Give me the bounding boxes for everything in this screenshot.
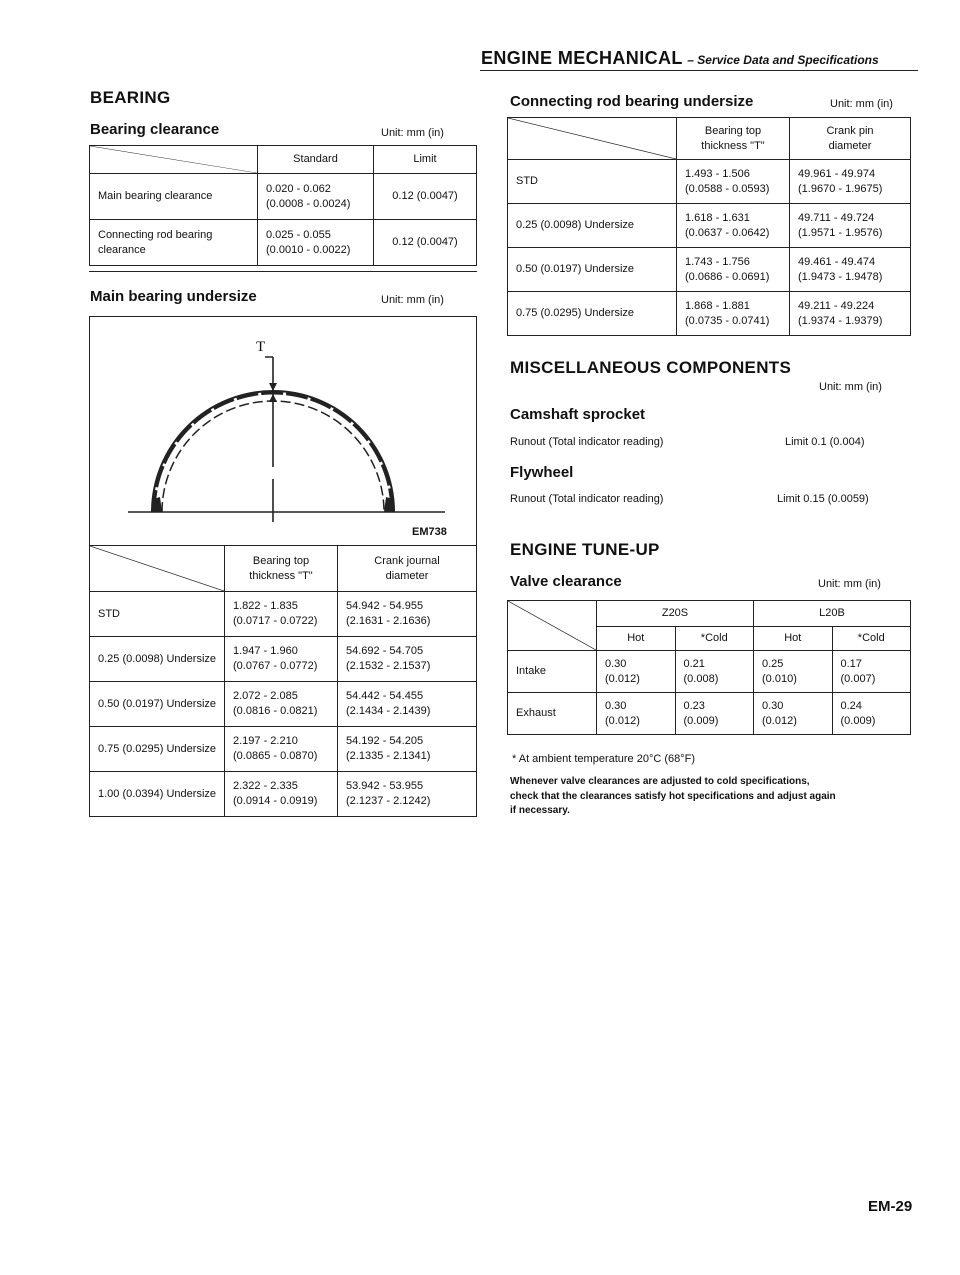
value-mm: 0.30 (762, 699, 784, 712)
clearance-value (597, 693, 676, 735)
conrod-undersize-table (507, 117, 911, 336)
value-in: (2.1532 - 2.1537) (346, 660, 431, 672)
col-diameter (790, 118, 911, 160)
row-label: 0.50 (0.0197) Undersize (508, 248, 677, 292)
diameter-value (338, 592, 477, 637)
header-subtitle: – Service Data and Specifications (687, 53, 879, 67)
diagonal-cell (508, 601, 597, 651)
table-header-row (508, 118, 911, 160)
diameter-value (338, 772, 477, 817)
misc-unit: Unit: mm (in) (819, 381, 882, 393)
value-mm: 54.692 - 54.705 (346, 645, 424, 658)
table-row (90, 637, 477, 682)
value-mm: 54.442 - 54.455 (346, 690, 424, 703)
row-label: Main bearing clearance (90, 174, 258, 220)
col-thickness (225, 546, 338, 592)
row-label: 0.50 (0.0197) Undersize (90, 682, 225, 727)
row-label-line: Connecting rod bearing (98, 228, 213, 241)
diameter-value (790, 204, 911, 248)
value-in: (0.009) (840, 714, 876, 727)
thickness-value (677, 248, 790, 292)
clearance-value (832, 651, 911, 693)
col-header-line: diameter (385, 569, 429, 582)
row-label: 0.25 (0.0098) Undersize (90, 637, 225, 682)
value-in: (1.9473 - 1.9478) (798, 270, 883, 283)
camshaft-title: Camshaft sprocket (510, 406, 646, 423)
clearance-value (675, 651, 754, 693)
value-in: (0.009) (683, 714, 719, 727)
value-mm: 0.25 (762, 657, 784, 670)
value-mm: 53.942 - 53.955 (346, 780, 424, 793)
engine-l20b: L20B (754, 601, 911, 627)
flywheel-label: Runout (Total indicator reading) (510, 493, 664, 505)
note-line: Whenever valve clearances are adjusted to cold specifications, (510, 776, 810, 787)
value-in: (0.0717 - 0.0722) (233, 615, 318, 627)
row-label: STD (508, 160, 677, 204)
bearing-heading: BEARING (90, 88, 171, 107)
standard-value (258, 174, 374, 220)
valve-clearance-unit: Unit: mm (in) (818, 578, 881, 590)
clearance-value (754, 693, 833, 735)
clearance-value (832, 693, 911, 735)
page-header (481, 48, 879, 69)
row-label: 1.00 (0.0394) Undersize (90, 772, 225, 817)
col-header-line: thickness "T" (249, 569, 313, 582)
standard-mm: 0.025 - 0.055 (266, 228, 331, 241)
col-thickness (677, 118, 790, 160)
value-in: (0.007) (840, 672, 876, 685)
limit-value: 0.12 (0.0047) (374, 220, 477, 266)
thickness-value (225, 592, 338, 637)
engine-z20s: Z20S (597, 601, 754, 627)
value-mm: 1.743 - 1.756 (685, 255, 750, 268)
cold-spec-note (510, 775, 910, 819)
col-cold: *Cold (675, 627, 754, 651)
footnote: * At ambient temperature 20°C (68°F) (512, 753, 696, 765)
value-in: (0.010) (762, 672, 797, 685)
camshaft-value: Limit 0.1 (0.004) (785, 436, 865, 448)
row-label: 0.75 (0.0295) Undersize (508, 292, 677, 336)
row-label-line: clearance (98, 243, 146, 256)
conrod-undersize-title: Connecting rod bearing undersize (510, 93, 754, 110)
value-in: (0.0735 - 0.0741) (685, 314, 770, 327)
table-row (90, 772, 477, 817)
diagonal-cell (90, 546, 225, 592)
thickness-value (677, 160, 790, 204)
value-mm: 49.461 - 49.474 (798, 255, 876, 268)
diagonal-cell (508, 118, 677, 160)
col-diameter (338, 546, 477, 592)
col-header-line: Bearing top (704, 124, 762, 137)
thickness-value (225, 772, 338, 817)
row-label: Exhaust (508, 693, 597, 735)
flywheel-title: Flywheel (510, 464, 574, 481)
value-mm: 0.30 (605, 657, 627, 670)
row-label (90, 220, 258, 266)
value-in: (0.0914 - 0.0919) (233, 795, 318, 807)
valve-clearance-table (507, 600, 911, 735)
value-in: (0.008) (683, 672, 719, 685)
standard-in: (0.0010 - 0.0022) (266, 243, 351, 256)
table-header-row (508, 601, 911, 627)
col-header-line: diameter (828, 139, 872, 152)
clearance-value (675, 693, 754, 735)
table-row (508, 204, 911, 248)
diameter-value (790, 248, 911, 292)
value-mm: 54.192 - 54.205 (346, 735, 424, 748)
value-in: (0.012) (605, 672, 640, 685)
flywheel-value: Limit 0.15 (0.0059) (777, 493, 869, 505)
col-header-line: Crank pin (826, 124, 874, 137)
table-header-row (90, 146, 477, 174)
standard-value (258, 220, 374, 266)
thickness-value (225, 637, 338, 682)
table-row (90, 174, 477, 220)
thickness-value (225, 682, 338, 727)
value-in: (2.1434 - 2.1439) (346, 705, 431, 717)
value-mm: 49.211 - 49.224 (798, 299, 875, 312)
clearance-value (754, 651, 833, 693)
main-undersize-table (89, 545, 477, 817)
bearing-clearance-table (89, 145, 477, 266)
col-header-line: Crank journal (374, 554, 440, 567)
thickness-value (225, 727, 338, 772)
col-standard: Standard (258, 146, 374, 174)
value-in: (2.1631 - 2.1636) (346, 615, 431, 627)
col-cold: *Cold (832, 627, 911, 651)
diameter-value (790, 160, 911, 204)
note-line: if necessary. (510, 805, 570, 816)
table-row (508, 651, 911, 693)
valve-clearance-title: Valve clearance (510, 573, 622, 590)
table-row (90, 220, 477, 266)
row-label: 0.75 (0.0295) Undersize (90, 727, 225, 772)
value-mm: 2.072 - 2.085 (233, 690, 298, 703)
value-mm: 1.868 - 1.881 (685, 299, 750, 312)
bearing-shell-diagram (90, 317, 476, 546)
value-in: (1.9670 - 1.9675) (798, 182, 883, 195)
bearing-figure (89, 316, 477, 546)
value-mm: 0.17 (840, 657, 862, 670)
diagonal-cell (90, 146, 258, 174)
value-mm: 0.23 (683, 699, 705, 712)
value-in: (0.0588 - 0.0593) (685, 182, 770, 195)
value-mm: 2.322 - 2.335 (233, 780, 298, 793)
page-number: EM-29 (868, 1198, 913, 1215)
figure-t-label: T (256, 339, 266, 355)
value-mm: 54.942 - 54.955 (346, 600, 424, 613)
table-row (508, 693, 911, 735)
table-row (90, 682, 477, 727)
thickness-value (677, 292, 790, 336)
value-in: (0.0865 - 0.0870) (233, 750, 318, 762)
misc-heading: MISCELLANEOUS COMPONENTS (510, 358, 792, 377)
limit-value: 0.12 (0.0047) (374, 174, 477, 220)
value-in: (0.0767 - 0.0772) (233, 660, 318, 672)
col-header-line: thickness "T" (701, 139, 765, 152)
value-mm: 0.24 (840, 699, 862, 712)
row-label: Intake (508, 651, 597, 693)
value-in: (1.9374 - 1.9379) (798, 314, 883, 327)
value-mm: 0.30 (605, 699, 627, 712)
table-row (508, 292, 911, 336)
main-undersize-unit: Unit: mm (in) (381, 294, 444, 306)
col-header-line: Bearing top (252, 554, 310, 567)
diameter-value (338, 727, 477, 772)
value-in: (2.1237 - 2.1242) (346, 795, 431, 807)
table-row (90, 592, 477, 637)
diameter-value (338, 637, 477, 682)
clearance-value (597, 651, 676, 693)
col-hot: Hot (597, 627, 676, 651)
value-in: (2.1335 - 2.1341) (346, 750, 431, 762)
main-undersize-title: Main bearing undersize (90, 288, 257, 305)
bearing-clearance-title: Bearing clearance (90, 121, 220, 138)
value-mm: 49.711 - 49.724 (798, 211, 875, 224)
header-title: ENGINE MECHANICAL (481, 48, 683, 68)
row-label: STD (90, 592, 225, 637)
header-rule (480, 70, 918, 71)
row-label: 0.25 (0.0098) Undersize (508, 204, 677, 248)
conrod-undersize-unit: Unit: mm (in) (830, 98, 893, 110)
col-hot: Hot (754, 627, 833, 651)
value-in: (0.0686 - 0.0691) (685, 270, 770, 283)
value-in: (0.0816 - 0.0821) (233, 705, 318, 717)
standard-in: (0.0008 - 0.0024) (266, 197, 351, 210)
figure-code: EM738 (412, 526, 447, 538)
bearing-clearance-unit: Unit: mm (in) (381, 127, 444, 139)
value-mm: 1.493 - 1.506 (685, 167, 750, 180)
standard-mm: 0.020 - 0.062 (266, 182, 331, 195)
value-in: (1.9571 - 1.9576) (798, 226, 883, 239)
value-mm: 1.822 - 1.835 (233, 600, 298, 613)
value-mm: 49.961 - 49.974 (798, 167, 876, 180)
camshaft-label: Runout (Total indicator reading) (510, 436, 664, 448)
value-mm: 1.618 - 1.631 (685, 211, 750, 224)
diameter-value (790, 292, 911, 336)
value-mm: 2.197 - 2.210 (233, 735, 298, 748)
table-row (90, 727, 477, 772)
col-limit: Limit (374, 146, 477, 174)
note-line: check that the clearances satisfy hot specifications and adjust again (510, 790, 836, 802)
value-mm: 0.21 (683, 657, 705, 670)
value-in: (0.012) (762, 714, 797, 727)
value-in: (0.0637 - 0.0642) (685, 226, 770, 239)
table-header-row (90, 546, 477, 592)
table-row (508, 160, 911, 204)
diameter-value (338, 682, 477, 727)
thickness-value (677, 204, 790, 248)
tuneup-heading: ENGINE TUNE-UP (510, 540, 660, 559)
value-mm: 1.947 - 1.960 (233, 645, 298, 658)
value-in: (0.012) (605, 714, 640, 727)
section-rule (89, 271, 477, 272)
table-row (508, 248, 911, 292)
